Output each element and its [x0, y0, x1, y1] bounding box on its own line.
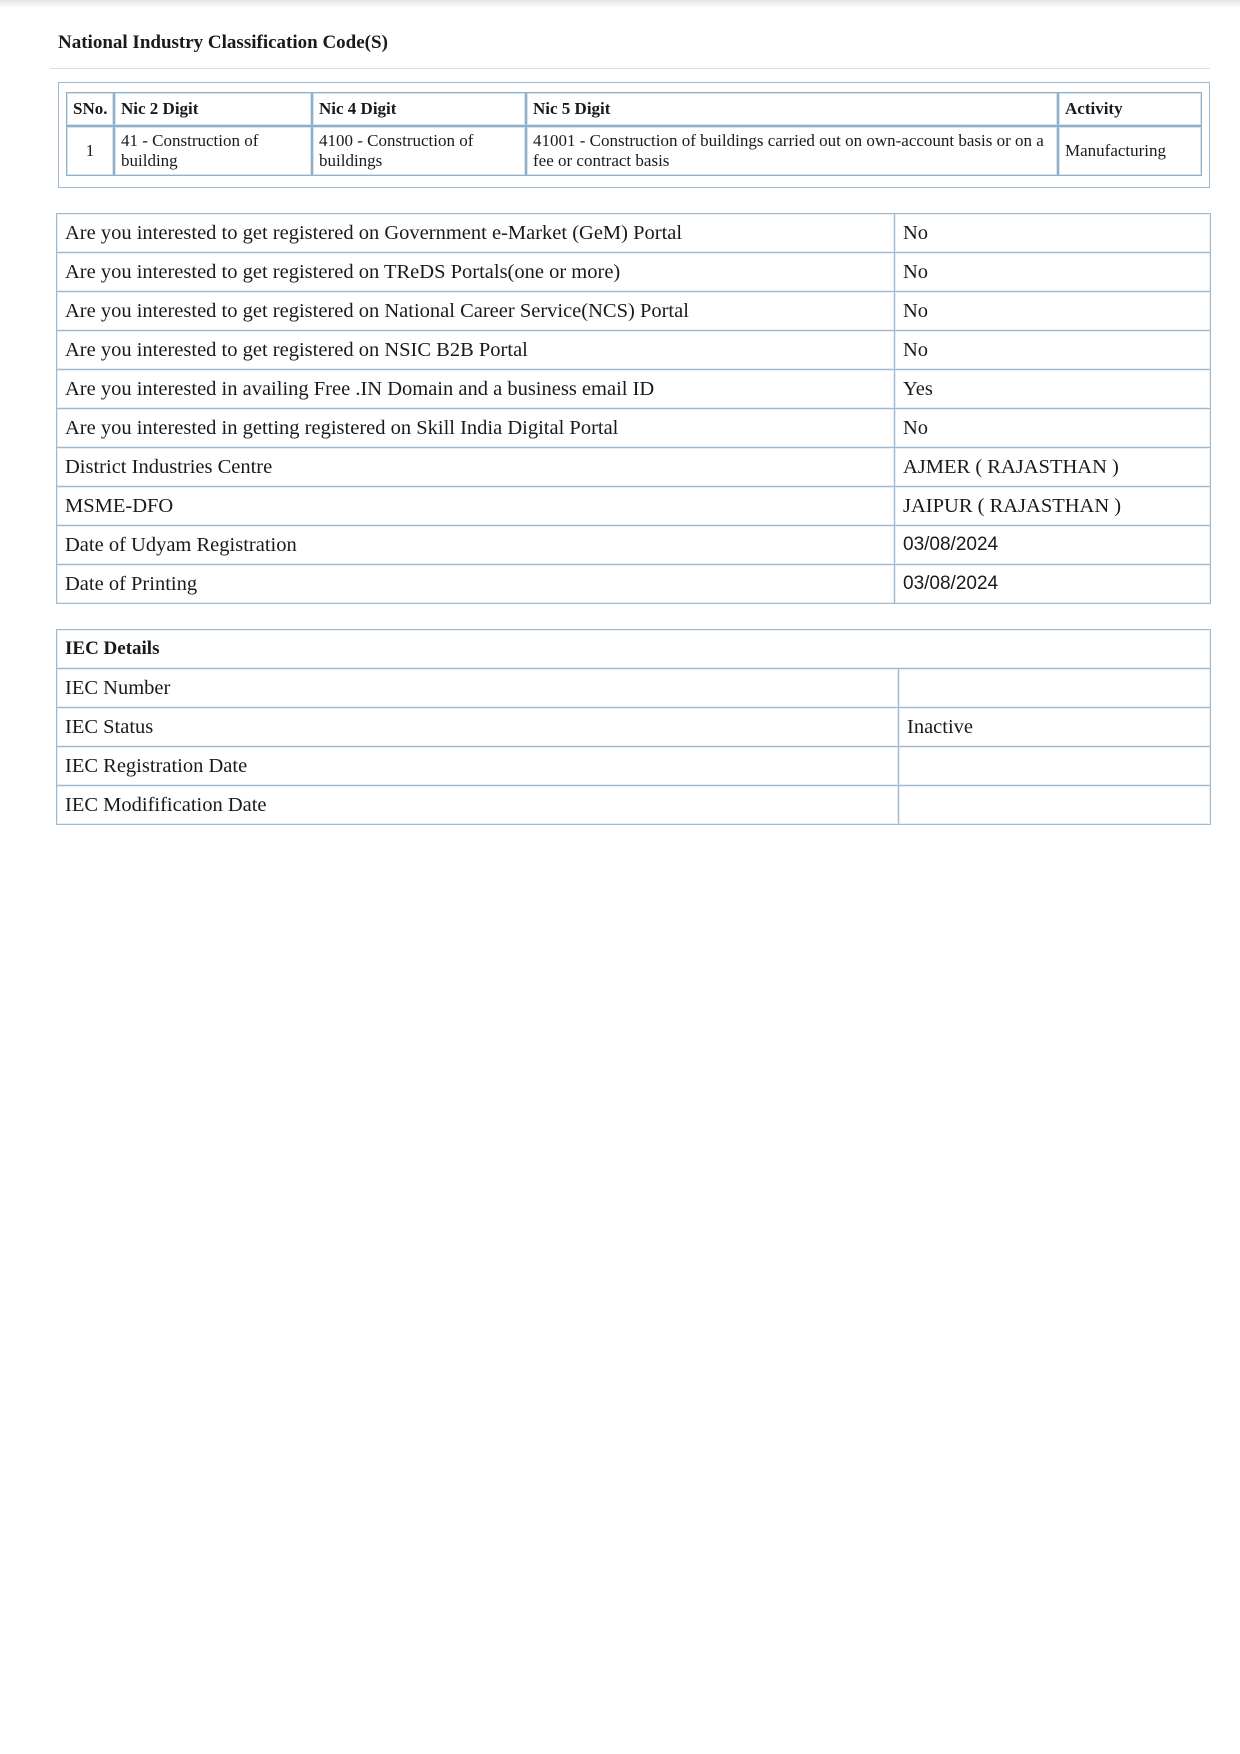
udyam-date-value: 03/08/2024 — [895, 526, 1211, 565]
table-row — [57, 214, 1211, 253]
nic-header-nic2: Nic 2 Digit — [114, 92, 312, 126]
registration-details-table — [56, 213, 1211, 604]
udyam-date-label: Date of Udyam Registration — [57, 526, 895, 565]
nsic-b2b-value: No — [895, 331, 1211, 370]
iec-registration-date-value — [899, 747, 1211, 786]
table-row — [57, 409, 1211, 448]
nic-cell-activity: Manufacturing — [1058, 126, 1202, 176]
gem-portal-label: Are you interested to get registered on Government e-Market (GeM) Portal — [57, 214, 895, 253]
table-row — [57, 708, 1211, 747]
table-row — [57, 565, 1211, 604]
nic-cell-nic5: 41001 - Construction of buildings carried out on own-account basis or on a fee or contract basis — [526, 126, 1058, 176]
nic-header-nic4: Nic 4 Digit — [312, 92, 526, 126]
nic-header-sno: SNo. — [66, 92, 114, 126]
nic-header-activity: Activity — [1058, 92, 1202, 126]
table-row — [57, 669, 1211, 708]
printing-date-label: Date of Printing — [57, 565, 895, 604]
gem-portal-value: No — [895, 214, 1211, 253]
table-row — [57, 526, 1211, 565]
nsic-b2b-label: Are you interested to get registered on NSIC B2B Portal — [57, 331, 895, 370]
nic-header-row — [66, 92, 1202, 126]
nic-cell-nic2: 41 - Construction of building — [114, 126, 312, 176]
nic-table — [66, 92, 1202, 176]
in-domain-value: Yes — [895, 370, 1211, 409]
table-row — [57, 448, 1211, 487]
in-domain-label: Are you interested in availing Free .IN Domain and a business email ID — [57, 370, 895, 409]
skill-india-value: No — [895, 409, 1211, 448]
msme-dfo-label: MSME-DFO — [57, 487, 895, 526]
ncs-portal-value: No — [895, 292, 1211, 331]
nic-cell-sno: 1 — [66, 126, 114, 176]
scan-edge — [0, 0, 1240, 8]
iec-number-value — [899, 669, 1211, 708]
table-row — [66, 126, 1202, 176]
table-row — [57, 370, 1211, 409]
treds-portal-value: No — [895, 253, 1211, 292]
table-row — [57, 630, 1211, 669]
treds-portal-label: Are you interested to get registered on TReDS Portals(one or more) — [57, 253, 895, 292]
skill-india-label: Are you interested in getting registered on Skill India Digital Portal — [57, 409, 895, 448]
printing-date-value: 03/08/2024 — [895, 565, 1211, 604]
iec-modification-date-label: IEC Modifification Date — [57, 786, 899, 825]
table-row — [57, 786, 1211, 825]
ncs-portal-label: Are you interested to get registered on National Career Service(NCS) Portal — [57, 292, 895, 331]
table-row — [57, 292, 1211, 331]
iec-modification-date-value — [899, 786, 1211, 825]
iec-status-value: Inactive — [899, 708, 1211, 747]
msme-dfo-value: JAIPUR ( RAJASTHAN ) — [895, 487, 1211, 526]
title-divider — [50, 68, 1210, 69]
dic-label: District Industries Centre — [57, 448, 895, 487]
iec-status-label: IEC Status — [57, 708, 899, 747]
nic-cell-nic4: 4100 - Construction of buildings — [312, 126, 526, 176]
iec-section-heading: IEC Details — [57, 630, 1211, 669]
iec-registration-date-label: IEC Registration Date — [57, 747, 899, 786]
iec-details-table — [56, 629, 1211, 825]
dic-value: AJMER ( RAJASTHAN ) — [895, 448, 1211, 487]
table-row — [57, 331, 1211, 370]
table-row — [57, 747, 1211, 786]
page-title: National Industry Classification Code(S) — [58, 32, 388, 53]
nic-header-nic5: Nic 5 Digit — [526, 92, 1058, 126]
iec-number-label: IEC Number — [57, 669, 899, 708]
table-row — [57, 487, 1211, 526]
table-row — [57, 253, 1211, 292]
